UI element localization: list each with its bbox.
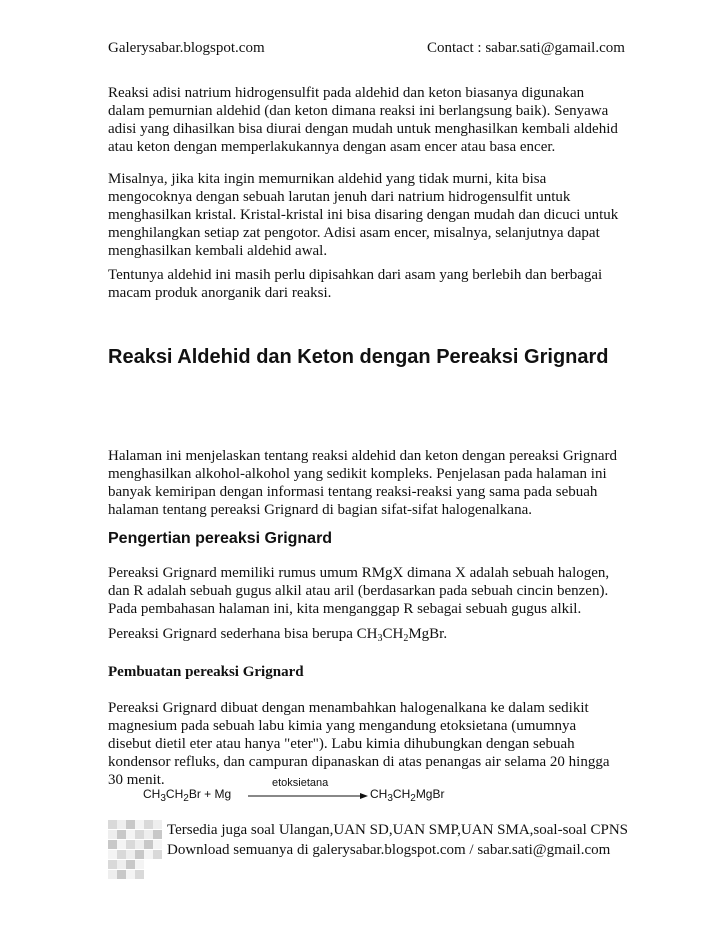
reaction-solvent-label: etoksietana — [272, 777, 329, 789]
grid-cell — [135, 820, 144, 829]
grid-cell — [126, 830, 135, 839]
grid-cell — [117, 830, 126, 839]
grid-cell — [117, 870, 126, 879]
grid-cell — [117, 860, 126, 869]
reaction-scheme — [130, 777, 490, 807]
grid-cell — [144, 820, 153, 829]
grid-cell — [144, 830, 153, 839]
grid-cell — [153, 830, 162, 839]
grid-cell — [117, 840, 126, 849]
grid-cell — [108, 820, 117, 829]
reaction-arrow-icon — [248, 791, 368, 801]
grid-cell — [135, 840, 144, 849]
grid-cell — [153, 850, 162, 859]
intro-paragraph-2: Misalnya, jika kita ingin memurnikan aldehid yang tidak murni, kita bisa mengocoknya dengan sebuah larutan jenuh dari natrium hidrogensulfit untuk menghasilkan kristal. Kristal-kristal ini bisa disaring dengan mudah dan dicuci untuk menghilangkan setiap zat pengotor. Adisi asam encer, misalnya, selanjutnya dapat menghasilkan kembali aldehid awal. — [108, 171, 619, 259]
footer-note — [167, 820, 628, 860]
grid-cell — [135, 860, 144, 869]
footer-line-2: Download semuanya di galerysabar.blogspot.com / sabar.sati@gmail.com — [167, 842, 611, 858]
reactants: $CH_3CH_2Br + Mg$ — [143, 787, 232, 804]
header-contact: Contact : sabar.sati@gamail.com — [427, 40, 625, 56]
grid-cell — [108, 830, 117, 839]
grid-cell — [135, 830, 144, 839]
footer-line-1: Tersedia juga soal Ulangan,UAN SD,UAN SMP,UAN SMA,soal-soal CPNS — [167, 822, 629, 838]
intro-paragraph-1: Reaksi adisi natrium hidrogensulfit pada aldehid dan keton biasanya digunakan dalam pemurnian aldehid (dan keton dimana reaksi ini berlangsung baik). Senyawa adisi yang dihasilkan bisa diurai dengan mudah untuk menghasilkan kembali aldehid atau keton dengan memperlakukannya dengan asam encer atau basa encer. — [108, 85, 618, 155]
grid-cell — [126, 860, 135, 869]
grid-cell — [126, 850, 135, 859]
pengertian-formula-line: Pereaksi Grignard sederhana bisa berupa $CH_3CH_2MgBr$. — [108, 626, 448, 644]
grid-cell — [108, 840, 117, 849]
pembuatan-paragraph: Pereaksi Grignard dibuat dengan menambahkan halogenalkana ke dalam sedikit magnesium pada sebuah labu kimia yang mengandung etoksietana (umumnya disebut dietil eter atau hanya "eter"). Labu kimia dihubungkan dengan sebuah kondensor refluks, dan campuran dipanaskan di atas penangas air selama 20 hingga 30 menit. — [108, 700, 610, 788]
intro-paragraph-3: Tentunya aldehid ini masih perlu dipisahkan dari asam yang berlebih dan berbagai macam produk anorganik dari reaksi. — [108, 267, 603, 301]
product: $CH_3CH_2MgBr$ — [370, 787, 445, 804]
grid-cell — [126, 870, 135, 879]
grid-cell — [117, 850, 126, 859]
pembuatan-heading: Pembuatan pereaksi Grignard — [108, 664, 304, 680]
grid-cell — [135, 850, 144, 859]
grid-cell — [108, 860, 117, 869]
grid-cell — [135, 870, 144, 879]
decorative-grid-icon — [108, 820, 162, 880]
pengertian-paragraph: Pereaksi Grignard memiliki rumus umum RMgX dimana X adalah sebuah halogen, dan R adalah sebuah gugus alkil atau aril (berdasarkan pada sebuah cincin benzen). Pada pembahasan halaman ini, kita menganggap R sebagai sebuah gugus alkil. — [108, 565, 610, 617]
grid-cell — [126, 820, 135, 829]
grid-cell — [108, 850, 117, 859]
section-intro: Halaman ini menjelaskan tentang reaksi aldehid dan keton dengan pereaksi Grignard menghasilkan alkohol-alkohol yang sedikit kompleks. Penjelasan pada halaman ini banyak kemiripan dengan informasi tentang reaksi-reaksi yang sama pada sebuah halaman tentang pereaksi Grignard di bagian sifat-sifat halogenalkana. — [108, 448, 617, 518]
grid-cell — [126, 840, 135, 849]
grid-cell — [117, 820, 126, 829]
pengertian-heading: Pengertian pereaksi Grignard — [108, 530, 333, 547]
grid-cell — [144, 850, 153, 859]
grid-cell — [153, 820, 162, 829]
header-site: Galerysabar.blogspot.com — [108, 40, 265, 56]
grid-cell — [108, 870, 117, 879]
grid-cell — [144, 840, 153, 849]
grid-cell — [153, 840, 162, 849]
section-title: Reaksi Aldehid dan Keton dengan Pereaksi Grignard — [108, 346, 609, 368]
